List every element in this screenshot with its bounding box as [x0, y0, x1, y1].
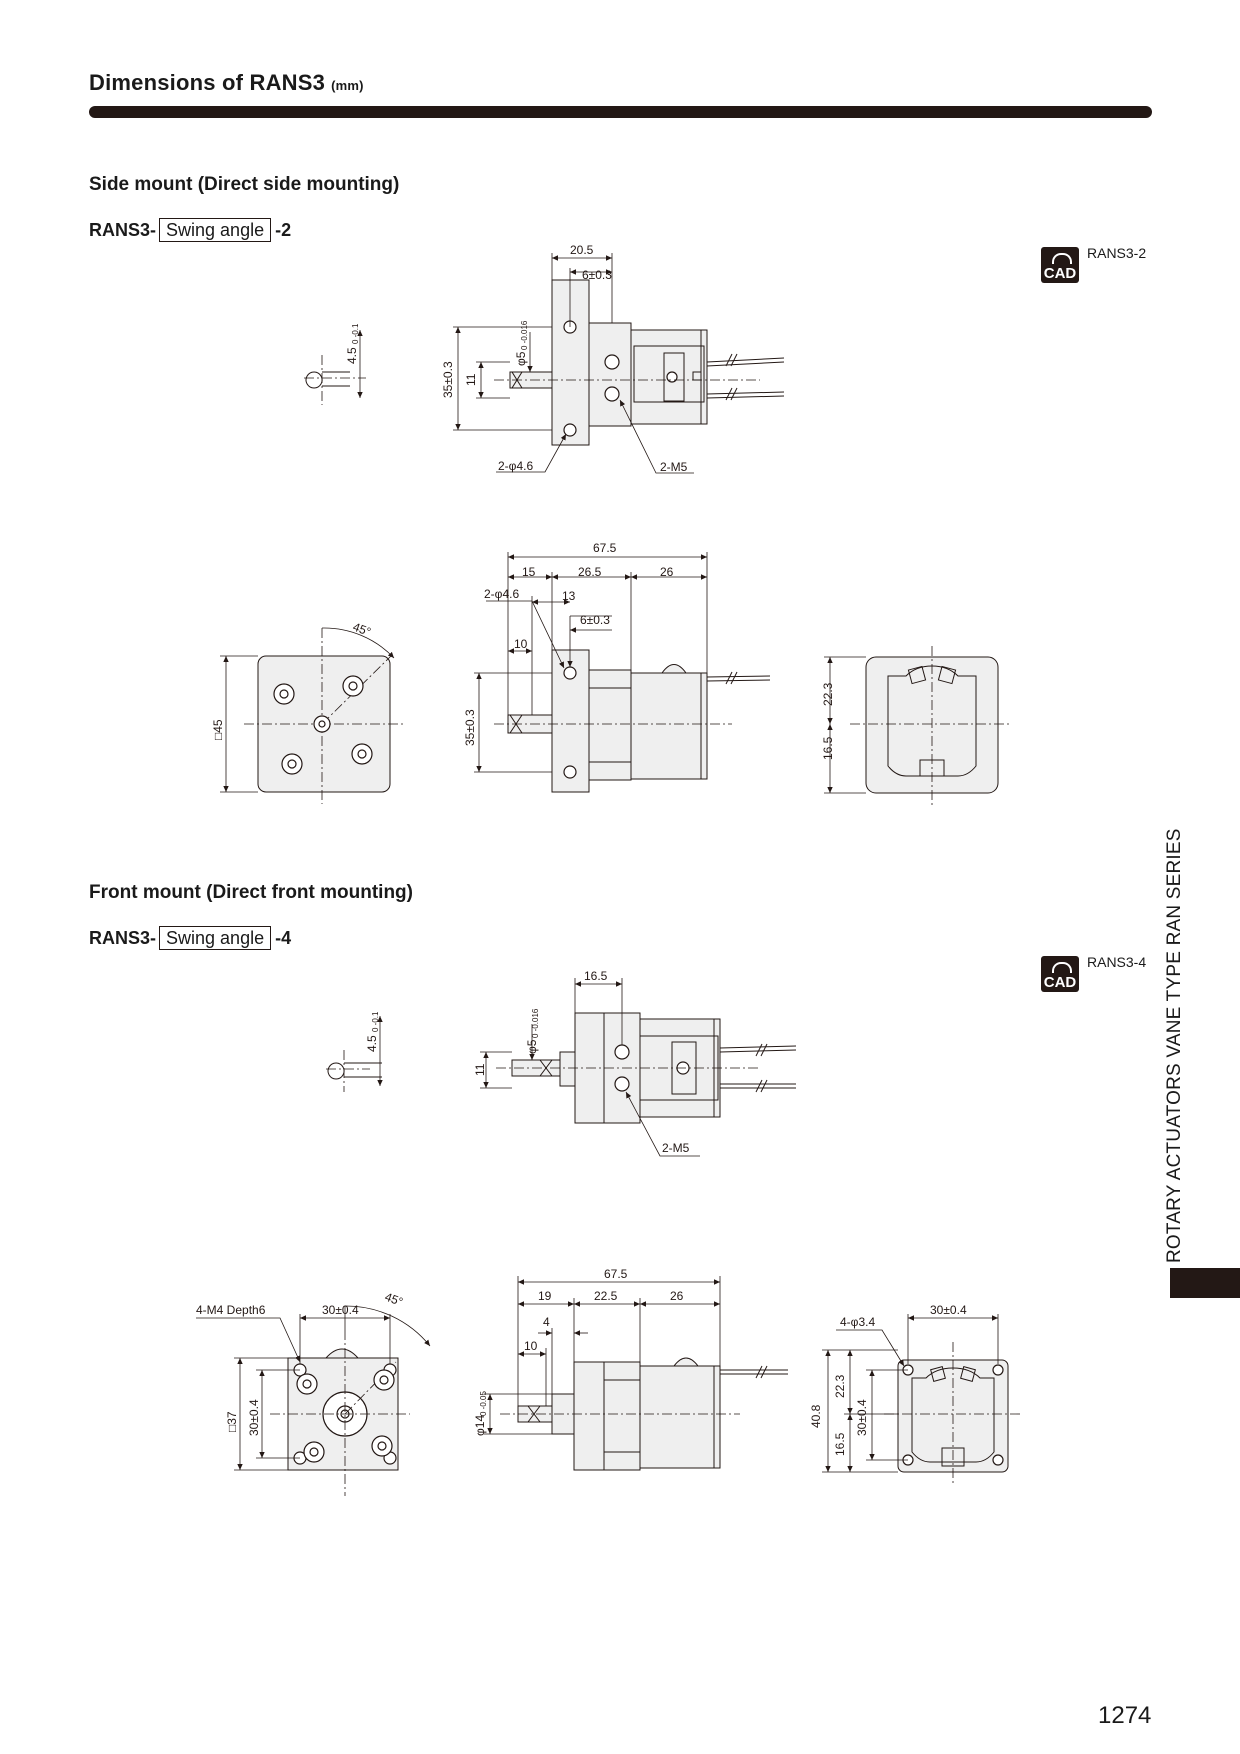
- dim-label: 2-φ4.6: [498, 459, 534, 473]
- dim-label: 2-M5: [660, 460, 688, 474]
- dim-label: 67.5: [593, 541, 617, 555]
- dim-label: 67.5: [604, 1267, 628, 1281]
- dim-label: 30±0.4: [322, 1303, 359, 1317]
- model-prefix: RANS3-: [89, 927, 157, 948]
- drawing-side-mount-rear-view: [824, 646, 1012, 808]
- dim-label: □37: [225, 1411, 239, 1432]
- dim-label: 2-M5: [662, 1141, 690, 1155]
- dim-label: 16.5: [833, 1432, 847, 1456]
- dim-tolerance: 0 -0.1: [351, 323, 360, 344]
- dim-label: 30±0.4: [930, 1303, 967, 1317]
- page-title-text: Dimensions of RANS3: [89, 70, 326, 95]
- dim-label: 35±0.3: [463, 709, 477, 746]
- dim-label: 19: [538, 1289, 552, 1303]
- dim-label: 11: [464, 373, 478, 386]
- dim-label: 26: [660, 565, 674, 579]
- dim-label: 4: [543, 1315, 550, 1329]
- page-number: 1274: [1098, 1702, 1152, 1729]
- page-title-unit: (mm): [331, 78, 364, 93]
- drawing-side-mount-top-view: [304, 253, 784, 473]
- dim-tolerance: 0 -0.05: [479, 1391, 488, 1416]
- drawing-front-mount-side-view: [484, 1276, 788, 1470]
- drawing-front-mount-rear-view: [822, 1314, 1022, 1486]
- dim-label: 10: [524, 1339, 538, 1353]
- dim-label: 22.3: [833, 1374, 847, 1398]
- dim-label: 20.5: [570, 243, 594, 257]
- dim-label: 11: [473, 1063, 487, 1076]
- dim-label: 10: [514, 637, 528, 651]
- dim-label: □45: [211, 719, 225, 740]
- model-swing-angle-box: Swing angle: [159, 218, 271, 242]
- dim-label: 4-φ3.4: [840, 1315, 876, 1329]
- dim-label: 6±0.3: [580, 613, 610, 627]
- dim-label: 45°: [350, 619, 373, 640]
- cad-link-rans3-4[interactable]: RANS3-4: [1087, 954, 1147, 970]
- dim-label: 4-M4 Depth6: [196, 1303, 266, 1317]
- drawing-front-mount-top-view: [326, 978, 796, 1156]
- dim-label: 40.8: [809, 1404, 823, 1428]
- side-index-text: ROTARY ACTUATORS VANE TYPE RAN SERIES: [1164, 828, 1185, 1263]
- model-swing-angle-box: Swing angle: [159, 926, 271, 950]
- dim-label: φ5: [525, 1039, 539, 1054]
- dim-label: 15: [522, 565, 536, 579]
- dim-label: 4.5: [345, 347, 359, 364]
- model-suffix: -2: [275, 219, 292, 240]
- drawing-side-mount-front-view: [220, 628, 404, 804]
- dim-label: 35±0.3: [441, 361, 455, 398]
- dim-label: 22.5: [594, 1289, 618, 1303]
- dim-label: 16.5: [821, 736, 835, 760]
- side-index-tab: [1170, 1268, 1240, 1298]
- section-title-front-mount: Front mount (Direct front mounting): [89, 882, 413, 903]
- dim-label: 16.5: [584, 969, 608, 983]
- cad-link-rans3-2[interactable]: RANS3-2: [1087, 245, 1147, 261]
- dim-label: 26: [670, 1289, 684, 1303]
- model-suffix: -4: [275, 927, 292, 948]
- dim-tolerance: 0 -0.1: [371, 1011, 380, 1032]
- cad-icon-text: CAD: [1043, 265, 1077, 282]
- dim-label: 26.5: [578, 565, 602, 579]
- dim-tolerance: 0 -0.016: [531, 1008, 540, 1038]
- dim-label: 6±0.3: [582, 268, 612, 282]
- dim-label: 13: [562, 589, 576, 603]
- section-title-side-mount: Side mount (Direct side mounting): [89, 174, 400, 195]
- dim-label: 22.3: [821, 682, 835, 706]
- dim-label: 2-φ4.6: [484, 587, 520, 601]
- drawing-front-mount-front-view: [196, 1306, 430, 1496]
- dim-label: φ14: [473, 1414, 487, 1436]
- dim-tolerance: 0 -0.016: [520, 320, 529, 350]
- dim-label: 30±0.4: [247, 1399, 261, 1436]
- model-prefix: RANS3-: [89, 219, 157, 240]
- dim-label: 30±0.4: [855, 1399, 869, 1436]
- dim-label: 45°: [382, 1289, 405, 1310]
- dim-label: 4.5: [365, 1035, 379, 1052]
- cad-icon-text: CAD: [1043, 974, 1077, 991]
- dim-label: φ5: [514, 351, 528, 366]
